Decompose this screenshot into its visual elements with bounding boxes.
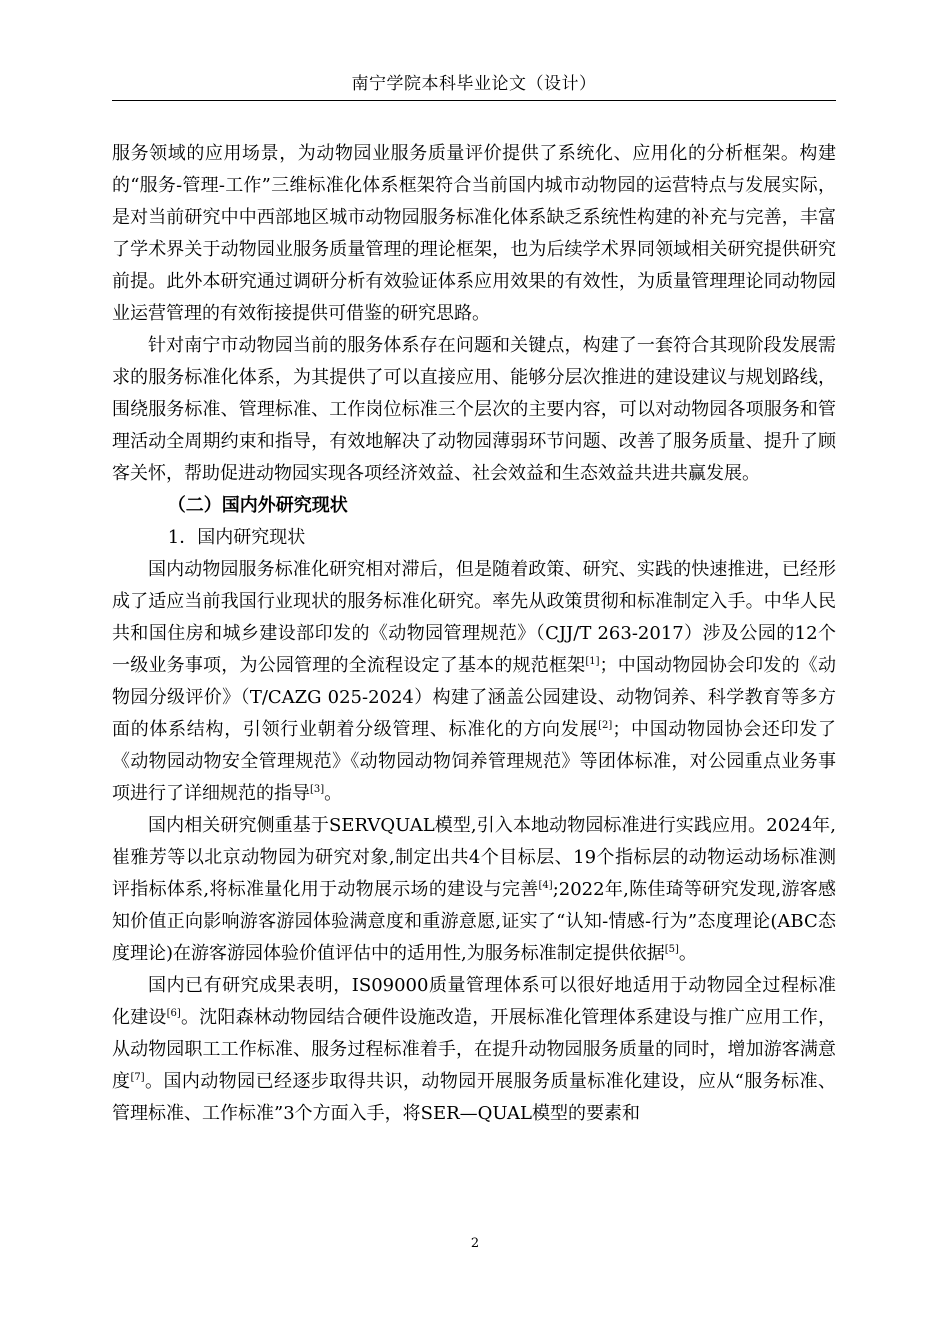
citation-1: [1] (585, 656, 600, 667)
paragraph-3 (112, 554, 836, 810)
header-rule (112, 100, 836, 101)
paragraph-5 (112, 970, 836, 1130)
citation-7: [7] (130, 1072, 145, 1083)
body-text (112, 138, 836, 1130)
paragraph-3-text-1: 国内动物园服务标准化研究相对滞后，但是随着政策、研究、实践的快速推进，已经形成了适应当前我国行业现状的服务标准化研究。率先从政策贯彻和标准制定入手。中华人民共和国住房和城乡建设部印发的《动物园管理规范》（CJJ/T 263-2017）涉及公园的12个一级业务事项，为公园管理的全流程设定了基本的规范框架 (112, 559, 836, 676)
paragraph-2: 针对南宁市动物园当前的服务体系存在问题和关键点，构建了一套符合其现阶段发展需求的服务标准化体系，为其提供了可以直接应用、能够分层次推进的建设建议与规划路线，围绕服务标准、管理标准、工作岗位标准三个层次的主要内容，可以对动物园各项服务和管理活动全周期约束和指导，有效地解决了动物园薄弱环节问题、改善了服务质量、提升了顾客关怀，帮助促进动物园实现各项经济效益、社会效益和生态效益共进共赢发展。 (112, 335, 836, 484)
paragraph-3-text-3: ；中国动物园协会还印发了《动物园动物安全管理规范》《动物园动物饲养管理规范》等团体标准，对公园重点业务事项进行了详细规范的指导 (112, 719, 837, 804)
paragraph-1: 服务领域的应用场景，为动物园业服务质量评价提供了系统化、应用化的分析框架。构建的“服务-管理-工作”三维标准化体系框架符合当前国内城市动物园的运营特点与发展实际，是对当前研究中中西部地区城市动物园服务标准化体系缺乏系统性构建的补充与完善，丰富了学术界关于动物园业服务质量管理的理论框架，也为后续学术界同领域相关研究提供研究前提。此外本研究通过调研分析有效验证体系应用效果的有效性，为质量管理理论同动物园业运营管理的有效衔接提供可借鉴的研究思路。 (112, 143, 836, 324)
paragraph-5-text-1: 国内已有研究成果表明，IS09000质量管理体系可以很好地适用于动物园全过程标准化建设 (112, 975, 836, 1028)
page-number: 2 (470, 1236, 480, 1251)
paragraph-4 (112, 810, 836, 970)
section-heading: （二）国内外研究现状 (167, 495, 348, 516)
citation-6: [6] (166, 1008, 181, 1019)
paragraph-4-text-2: ;2022年,陈佳琦等研究发现,游客感知价值正向影响游客游园体验满意度和重游意愿,证实了“认知-情感-行为”态度理论(ABC态度理论)在游客游园体验价值评估中的适用性,为服务标准制定提供依据 (112, 879, 836, 964)
paragraph-5-text-3: 。国内动物园已经逐步取得共识，动物园开展服务质量标准化建设，应从“服务标准、管理标准、工作标准”3个方面入手，将SER—QUAL模型的要素和 (112, 1071, 837, 1124)
citation-4: [4] (538, 880, 553, 891)
paragraph-4-text-1: 国内相关研究侧重基于SERVQUAL模型,引入本地动物园标准进行实践应用。2024年,崔雅芳等以北京动物园为研究对象,制定出共4个目标层、19个指标层的动物运动场标准测评指标体系,将标准量化用于动物展示场的建设与完善 (112, 815, 836, 900)
paragraph-3-text-2: ；中国动物园协会印发的《动物园分级评价》（T/CAZG 025-2024）构建了涵盖公园建设、动物饲养、科学教育等多方面的体系结构，引领行业朝着分级管理、标准化的方向发展 (112, 655, 837, 740)
paragraph-4-text-3: 。 (678, 943, 697, 964)
paragraph-3-text-4: 。 (324, 783, 343, 804)
citation-3: [3] (310, 784, 325, 795)
paragraph-5-text-2: 。沈阳森林动物园结合硬件设施改造，开展标准化管理体系建设与推广应用工作，从动物园职工工作标准、服务过程标准着手，在提升动物园服务质量的同时，增加游客满意度 (112, 1007, 837, 1092)
citation-2: [2] (598, 720, 613, 731)
subsection-heading: 1．国内研究现状 (167, 527, 306, 548)
citation-5: [5] (664, 944, 679, 955)
running-header: 南宁学院本科毕业论文（设计） (351, 74, 597, 94)
